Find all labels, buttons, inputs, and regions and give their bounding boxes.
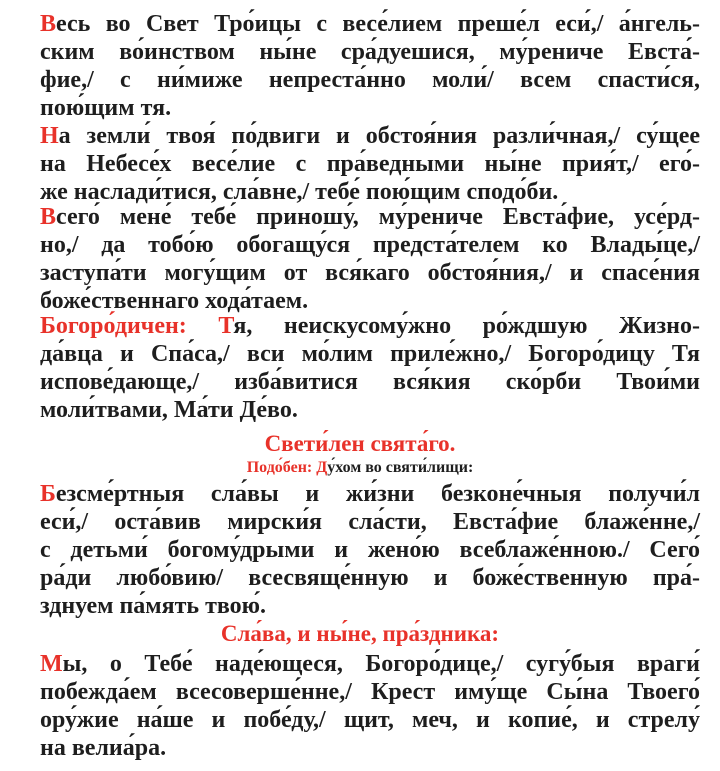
stichera-1 xyxy=(40,10,700,122)
text-line: ору́жие на́ше и побе́ду,/ щит, меч, и копие́, и стрелу́ xyxy=(40,707,700,733)
podoben-line xyxy=(0,458,720,478)
text-line: а земли́ твоя́ по́двиги и обстоя́ния разли́чная,/ су́щее xyxy=(58,123,700,149)
drop-initial: Б xyxy=(40,481,56,507)
text-line: пою́щим тя. xyxy=(40,95,172,121)
podoben-text: у́хом во святи́лищи: xyxy=(327,459,474,476)
text-line: с детьми́ богому́дрыми и жено́ю всеблаже́нною./ Сего́ xyxy=(40,537,700,563)
drop-initial: Н xyxy=(40,123,59,149)
text-line: езсме́ртныя сла́вы и жи́зни безконе́чныя получи́л xyxy=(55,481,700,507)
stichera-2 xyxy=(40,122,700,206)
text-line: заступа́ти могу́щим от вся́каго обстоя́ния,/ и спасе́ния xyxy=(40,260,700,286)
text-line: да́вца и Спа́са,/ вси мо́лим приле́жно,/ Богоро́дицу Тя xyxy=(40,341,700,367)
text-line: ским во́инством ны́не сра́дуешися, му́рениче Евста́- xyxy=(40,39,700,65)
text-line: же наслади́тися, сла́вне,/ тебе́ пою́щим сподо́би. xyxy=(40,179,559,205)
theotokion xyxy=(40,312,700,424)
section-heading-svetilen: Свети́лен свята́го. xyxy=(264,431,456,456)
text-line: фие,/ с ни́миже непреста́нно моли́/ всем спасти́ся, xyxy=(40,67,700,93)
text-line: ра́ди любо́вию/ всесвяще́нную и боже́ственную пра́- xyxy=(40,565,700,591)
text-line: на велиа́ра. xyxy=(40,735,167,761)
text-line: я, неискусому́жно ро́ждшую Жизно- xyxy=(233,313,700,339)
slava-text xyxy=(40,650,700,762)
text-line: боже́ственнаго хода́таем. xyxy=(40,288,309,314)
theotokion-label: Богоро́дичен: xyxy=(40,313,219,339)
drop-initial: В xyxy=(40,204,57,230)
drop-initial: В xyxy=(40,11,57,37)
text-line: сего́ мене́ тебе́ приношу́, му́рениче Евста́фие, усе́рд- xyxy=(56,204,700,230)
drop-initial: Т xyxy=(218,313,234,339)
svetilen-text xyxy=(40,480,700,620)
drop-initial: М xyxy=(40,651,63,677)
text-line: на Небесе́х весе́лие с пра́ведными ны́не прия́т,/ его́- xyxy=(40,151,700,177)
text-line: но,/ да тобо́ю обогащу́ся предста́телем ко Влады́це,/ xyxy=(40,232,700,258)
text-line: испове́дающе,/ изба́витися вся́кия ско́рби Твои́ми xyxy=(40,369,700,395)
text-line: побежда́ем всесоверше́нне,/ Крест иму́ще Сы́на Твоего́ xyxy=(40,679,700,705)
text-line: есь во Свет Тро́ицы с весе́лием преше́л еси́,/ а́нгель- xyxy=(56,11,700,37)
text-line: еси́,/ оста́вив мирски́я сла́сти, Евста́фие блаже́нне,/ xyxy=(40,509,700,535)
podoben-label: Подо́бен: xyxy=(246,459,317,476)
text-line: моли́твами, Ма́ти Де́во. xyxy=(40,397,298,423)
drop-initial: Д xyxy=(316,459,328,476)
text-line: ы, о Тебе́ наде́ющеся, Богоро́дице,/ сугу́быя враги́ xyxy=(62,651,700,677)
text-line: зднуем па́мять твою́. xyxy=(40,593,267,619)
section-heading-slava: Сла́ва, и ны́не, пра́здника: xyxy=(220,621,500,646)
stichera-3 xyxy=(40,203,700,315)
